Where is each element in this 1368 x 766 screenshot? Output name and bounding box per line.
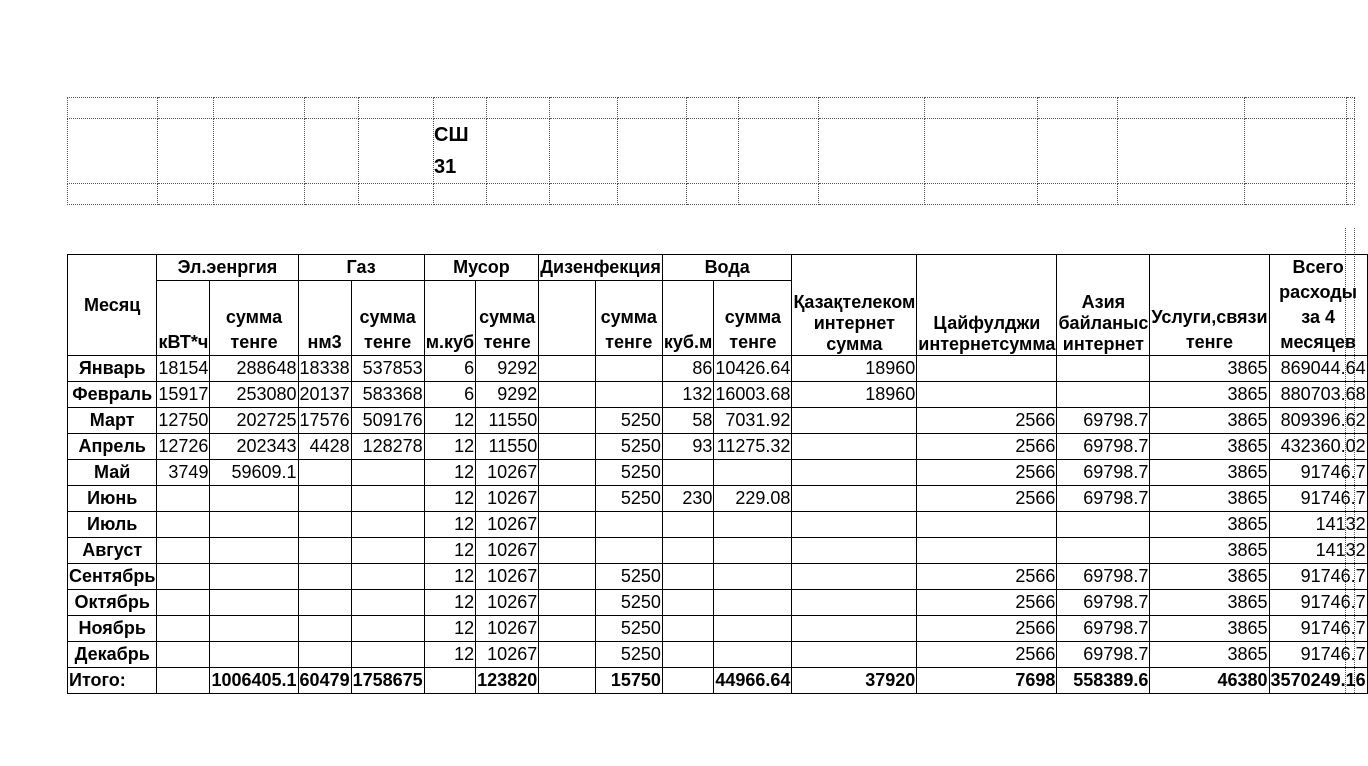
cell-asia[interactable]: 69798.7 (1057, 486, 1150, 512)
cell-nm3[interactable] (298, 590, 351, 616)
table-row (68, 382, 1368, 408)
cell-water-sum[interactable]: 7031.92 (714, 408, 792, 434)
cell-garb-sum[interactable]: 10267 (476, 564, 539, 590)
cell-month[interactable]: Июнь (68, 486, 157, 512)
cell-serv[interactable]: 3865 (1150, 460, 1269, 486)
table-row (68, 408, 1368, 434)
cell-dez-a[interactable] (539, 512, 595, 538)
cell-total[interactable]: 3570249.16 (1269, 668, 1367, 694)
cell-kt[interactable] (792, 616, 917, 642)
cell-serv[interactable]: 3865 (1150, 512, 1269, 538)
cell-kwh[interactable] (157, 668, 210, 694)
cell-kt[interactable] (792, 512, 917, 538)
cell-caif[interactable] (917, 512, 1057, 538)
cell-garb-m[interactable]: 12 (424, 512, 475, 538)
school-label-cell[interactable] (434, 119, 487, 184)
cell-gas-sum[interactable] (351, 538, 424, 564)
cell-nm3[interactable] (298, 564, 351, 590)
cell-el-sum[interactable] (210, 616, 298, 642)
cell-total[interactable]: 14132 (1269, 512, 1367, 538)
cell-asia[interactable]: 69798.7 (1057, 408, 1150, 434)
cell-dez-sum[interactable]: 5250 (595, 564, 662, 590)
cell-garb-sum[interactable]: 10267 (476, 486, 539, 512)
cell-water-sum[interactable] (714, 590, 792, 616)
cell-dez-sum[interactable]: 5250 (595, 486, 662, 512)
cell-total[interactable]: 91746.7 (1269, 590, 1367, 616)
cell-dez-sum[interactable]: 15750 (595, 668, 662, 694)
header-dez-sum: сумма тенге (595, 281, 662, 356)
cell-caif[interactable]: 7698 (917, 668, 1057, 694)
cell-water-sum[interactable] (714, 512, 792, 538)
cell-asia[interactable]: 558389.6 (1057, 668, 1150, 694)
table-row (68, 538, 1368, 564)
cell-kt[interactable]: 37920 (792, 668, 917, 694)
cell-el-sum[interactable] (210, 564, 298, 590)
cell-garb-m[interactable]: 6 (424, 382, 475, 408)
cell-nm3[interactable]: 4428 (298, 434, 351, 460)
cell-kwh[interactable]: 12750 (157, 408, 210, 434)
header-gas-sum: сумма тенге (351, 281, 424, 356)
cell-dez-a[interactable] (539, 642, 595, 668)
cell-total[interactable]: 14132 (1269, 538, 1367, 564)
cell-water-sum[interactable]: 229.08 (714, 486, 792, 512)
cell-water-sum[interactable] (714, 564, 792, 590)
cell-dez-a[interactable] (539, 590, 595, 616)
cell-dez-sum[interactable]: 5250 (595, 590, 662, 616)
cell-gas-sum[interactable]: 128278 (351, 434, 424, 460)
cell-dez-sum[interactable] (595, 356, 662, 382)
cell-gas-sum[interactable]: 509176 (351, 408, 424, 434)
cell-water-m[interactable] (662, 668, 713, 694)
cell-garb-m[interactable]: 12 (424, 616, 475, 642)
cell-kt[interactable] (792, 408, 917, 434)
totals-row (68, 668, 1368, 694)
header-nm3: нм3 (298, 281, 351, 356)
cell-el-sum[interactable] (210, 642, 298, 668)
table-row (68, 434, 1368, 460)
cell-serv[interactable]: 3865 (1150, 408, 1269, 434)
cell-caif[interactable]: 2566 (917, 486, 1057, 512)
header-garbage: Мусор (424, 255, 539, 281)
cell-serv[interactable]: 3865 (1150, 538, 1269, 564)
cell-total[interactable]: 432360.02 (1269, 434, 1367, 460)
cell-water-m[interactable]: 58 (662, 408, 713, 434)
school-label: СШ 31 (434, 124, 469, 178)
cell-dez-a[interactable] (539, 382, 595, 408)
cell-total[interactable]: 880703.68 (1269, 382, 1367, 408)
cell-kt[interactable] (792, 538, 917, 564)
cell-caif[interactable] (917, 538, 1057, 564)
cell-dez-a[interactable] (539, 486, 595, 512)
cell-garb-sum[interactable]: 10267 (476, 590, 539, 616)
table-row (68, 642, 1368, 668)
cell-month[interactable]: Март (68, 408, 157, 434)
cell-garb-sum[interactable]: 10267 (476, 538, 539, 564)
cell-water-sum[interactable] (714, 642, 792, 668)
cell-garb-sum[interactable]: 10267 (476, 460, 539, 486)
cell-kwh[interactable] (157, 590, 210, 616)
cell-kwh[interactable] (157, 512, 210, 538)
cell-kt[interactable] (792, 460, 917, 486)
cell-dez-a[interactable] (539, 356, 595, 382)
cell-total[interactable]: 91746.7 (1269, 642, 1367, 668)
cell-asia[interactable]: 69798.7 (1057, 460, 1150, 486)
cell-total[interactable]: 869044.64 (1269, 356, 1367, 382)
cell-month[interactable]: Октябрь (68, 590, 157, 616)
cell-garb-sum[interactable]: 11550 (476, 434, 539, 460)
cell-kwh[interactable] (157, 486, 210, 512)
cell-dez-sum[interactable]: 5250 (595, 408, 662, 434)
cell-month[interactable]: Январь (68, 356, 157, 382)
cell-asia[interactable] (1057, 512, 1150, 538)
cell-caif[interactable] (917, 356, 1057, 382)
table-row (68, 616, 1368, 642)
cell-caif[interactable]: 2566 (917, 616, 1057, 642)
cell-garb-m[interactable]: 12 (424, 590, 475, 616)
cell-serv[interactable]: 3865 (1150, 486, 1269, 512)
cell-garb-m[interactable]: 12 (424, 538, 475, 564)
header-water-sum: сумма тенге (714, 281, 792, 356)
cell-kwh[interactable]: 15917 (157, 382, 210, 408)
utilities-table (67, 254, 1368, 694)
cell-water-m[interactable] (662, 590, 713, 616)
cell-serv[interactable]: 3865 (1150, 382, 1269, 408)
header-el-sum: сумма тенге (210, 281, 298, 356)
cell-water-sum[interactable]: 44966.64 (714, 668, 792, 694)
cell-nm3[interactable] (298, 616, 351, 642)
cell-dez-sum[interactable] (595, 512, 662, 538)
cell-water-m[interactable]: 230 (662, 486, 713, 512)
cell-total[interactable]: 91746.7 (1269, 616, 1367, 642)
table-row (68, 590, 1368, 616)
cell-water-m[interactable] (662, 538, 713, 564)
cell-water-m[interactable]: 132 (662, 382, 713, 408)
table-row (68, 512, 1368, 538)
cell-dez-a[interactable] (539, 668, 595, 694)
header-m-cub: м.куб (424, 281, 475, 356)
cell-asia[interactable]: 69798.7 (1057, 590, 1150, 616)
cell-garb-m[interactable]: 12 (424, 564, 475, 590)
cell-el-sum[interactable] (210, 486, 298, 512)
cell-kt[interactable] (792, 486, 917, 512)
header-month: Месяц (68, 255, 157, 356)
cell-caif[interactable]: 2566 (917, 642, 1057, 668)
cell-kt[interactable]: 18960 (792, 382, 917, 408)
cell-gas-sum[interactable] (351, 512, 424, 538)
cell-kt[interactable] (792, 642, 917, 668)
cell-gas-sum[interactable] (351, 642, 424, 668)
cell-kwh[interactable] (157, 642, 210, 668)
cell-water-m[interactable]: 86 (662, 356, 713, 382)
cell-garb-m[interactable]: 12 (424, 642, 475, 668)
cell-garb-sum[interactable]: 10267 (476, 512, 539, 538)
table-row (68, 564, 1368, 590)
cell-dez-a[interactable] (539, 538, 595, 564)
cell-kwh[interactable]: 3749 (157, 460, 210, 486)
cell-el-sum[interactable]: 202725 (210, 408, 298, 434)
cell-garb-sum[interactable]: 10267 (476, 642, 539, 668)
cell-gas-sum[interactable] (351, 486, 424, 512)
header-garbage-sum: сумма тенге (476, 281, 539, 356)
cell-garb-sum[interactable]: 11550 (476, 408, 539, 434)
cell-total[interactable]: 91746.7 (1269, 460, 1367, 486)
cell-water-m[interactable] (662, 642, 713, 668)
cell-garb-m[interactable] (424, 668, 475, 694)
cell-water-m[interactable]: 93 (662, 434, 713, 460)
cell-el-sum[interactable]: 202343 (210, 434, 298, 460)
cell-water-sum[interactable]: 11275.32 (714, 434, 792, 460)
cell-dez-a[interactable] (539, 564, 595, 590)
cell-garb-m[interactable]: 6 (424, 356, 475, 382)
cell-dez-sum[interactable] (595, 382, 662, 408)
cell-serv[interactable]: 3865 (1150, 564, 1269, 590)
header-kwh: кВТ*ч (157, 281, 210, 356)
cell-gas-sum[interactable] (351, 460, 424, 486)
cell-water-m[interactable] (662, 616, 713, 642)
cell-month[interactable]: Итого: (68, 668, 157, 694)
cell-kt[interactable] (792, 434, 917, 460)
header-caifulji: Цайфулджи интернетсумма (917, 255, 1057, 356)
cell-asia[interactable] (1057, 382, 1150, 408)
cell-serv[interactable]: 46380 (1150, 668, 1269, 694)
cell-garb-sum[interactable]: 10267 (476, 616, 539, 642)
cell-caif[interactable]: 2566 (917, 434, 1057, 460)
cell-garb-m[interactable]: 12 (424, 486, 475, 512)
cell-nm3[interactable] (298, 642, 351, 668)
cell-gas-sum[interactable] (351, 564, 424, 590)
cell-asia[interactable]: 69798.7 (1057, 642, 1150, 668)
cell-month[interactable]: Август (68, 538, 157, 564)
cell-nm3[interactable]: 18338 (298, 356, 351, 382)
cell-water-m[interactable] (662, 512, 713, 538)
cell-dez-a[interactable] (539, 460, 595, 486)
cell-water-sum[interactable]: 16003.68 (714, 382, 792, 408)
cell-water-m[interactable] (662, 460, 713, 486)
cell-total[interactable]: 91746.7 (1269, 564, 1367, 590)
cell-nm3[interactable]: 20137 (298, 382, 351, 408)
cell-water-sum[interactable] (714, 538, 792, 564)
cell-month[interactable]: Сентябрь (68, 564, 157, 590)
cell-garb-sum[interactable]: 123820 (476, 668, 539, 694)
table-row (68, 356, 1368, 382)
cell-asia[interactable]: 69798.7 (1057, 564, 1150, 590)
cell-caif[interactable]: 2566 (917, 408, 1057, 434)
cell-garb-sum[interactable]: 9292 (476, 382, 539, 408)
cell-nm3[interactable] (298, 512, 351, 538)
header-cub-m: куб.м (662, 281, 713, 356)
header-gas: Газ (298, 255, 424, 281)
cell-total[interactable]: 91746.7 (1269, 486, 1367, 512)
cell-gas-sum[interactable]: 1758675 (351, 668, 424, 694)
cell-asia[interactable] (1057, 538, 1150, 564)
cell-el-sum[interactable] (210, 590, 298, 616)
cell-nm3[interactable] (298, 486, 351, 512)
cell-kwh[interactable] (157, 616, 210, 642)
cell-month[interactable]: Июль (68, 512, 157, 538)
cell-water-sum[interactable] (714, 460, 792, 486)
cell-serv[interactable]: 3865 (1150, 356, 1269, 382)
header-total: Всего расходы за 4 месяцев (1269, 255, 1367, 356)
cell-el-sum[interactable]: 288648 (210, 356, 298, 382)
header-water: Вода (662, 255, 792, 281)
cell-total[interactable]: 809396.62 (1269, 408, 1367, 434)
cell-caif[interactable]: 2566 (917, 460, 1057, 486)
cell-kwh[interactable] (157, 564, 210, 590)
cell-gas-sum[interactable] (351, 616, 424, 642)
cell-dez-sum[interactable]: 5250 (595, 460, 662, 486)
cell-dez-a[interactable] (539, 434, 595, 460)
cell-kt[interactable] (792, 564, 917, 590)
cell-caif[interactable]: 2566 (917, 590, 1057, 616)
cell-el-sum[interactable]: 59609.1 (210, 460, 298, 486)
cell-el-sum[interactable]: 1006405.1 (210, 668, 298, 694)
cell-month[interactable]: Декабрь (68, 642, 157, 668)
sheet-top-grid (67, 97, 1355, 205)
cell-serv[interactable]: 3865 (1150, 590, 1269, 616)
cell-kt[interactable]: 18960 (792, 356, 917, 382)
cell-nm3[interactable]: 17576 (298, 408, 351, 434)
cell-nm3[interactable] (298, 460, 351, 486)
cell-kwh[interactable]: 18154 (157, 356, 210, 382)
table-row (68, 460, 1368, 486)
cell-serv[interactable]: 3865 (1150, 434, 1269, 460)
cell-asia[interactable] (1057, 356, 1150, 382)
cell-dez-sum[interactable]: 5250 (595, 434, 662, 460)
cell-el-sum[interactable] (210, 538, 298, 564)
cell-nm3[interactable]: 60479 (298, 668, 351, 694)
cell-gas-sum[interactable]: 583368 (351, 382, 424, 408)
header-dez-blank (539, 281, 595, 356)
cell-gas-sum[interactable] (351, 590, 424, 616)
cell-caif[interactable] (917, 382, 1057, 408)
cell-serv[interactable]: 3865 (1150, 616, 1269, 642)
cell-asia[interactable]: 69798.7 (1057, 616, 1150, 642)
cell-nm3[interactable] (298, 538, 351, 564)
cell-dez-a[interactable] (539, 616, 595, 642)
cell-garb-m[interactable]: 12 (424, 408, 475, 434)
cell-dez-sum[interactable]: 5250 (595, 616, 662, 642)
cell-water-sum[interactable] (714, 616, 792, 642)
table-row (68, 486, 1368, 512)
cell-el-sum[interactable]: 253080 (210, 382, 298, 408)
cell-month[interactable]: Май (68, 460, 157, 486)
cell-garb-sum[interactable]: 9292 (476, 356, 539, 382)
cell-kwh[interactable] (157, 538, 210, 564)
cell-water-m[interactable] (662, 564, 713, 590)
cell-gas-sum[interactable]: 537853 (351, 356, 424, 382)
cell-dez-a[interactable] (539, 408, 595, 434)
cell-caif[interactable]: 2566 (917, 564, 1057, 590)
cell-water-sum[interactable]: 10426.64 (714, 356, 792, 382)
cell-month[interactable]: Ноябрь (68, 616, 157, 642)
cell-garb-m[interactable]: 12 (424, 434, 475, 460)
cell-dez-sum[interactable]: 5250 (595, 642, 662, 668)
cell-month[interactable]: Февраль (68, 382, 157, 408)
cell-dez-sum[interactable] (595, 538, 662, 564)
header-disinfection: Дизенфекция (539, 255, 663, 281)
cell-month[interactable]: Апрель (68, 434, 157, 460)
cell-kt[interactable] (792, 590, 917, 616)
cell-serv[interactable]: 3865 (1150, 642, 1269, 668)
header-kazakhtelecom: Қазақтелеком интернет сумма (792, 255, 917, 356)
cell-el-sum[interactable] (210, 512, 298, 538)
header-asia: Азия байланыс интернет (1057, 255, 1150, 356)
cell-asia[interactable]: 69798.7 (1057, 434, 1150, 460)
cell-garb-m[interactable]: 12 (424, 460, 475, 486)
header-services: Услуги,связи тенге (1150, 255, 1269, 356)
header-electricity: Эл.эенргия (157, 255, 298, 281)
cell-kwh[interactable]: 12726 (157, 434, 210, 460)
